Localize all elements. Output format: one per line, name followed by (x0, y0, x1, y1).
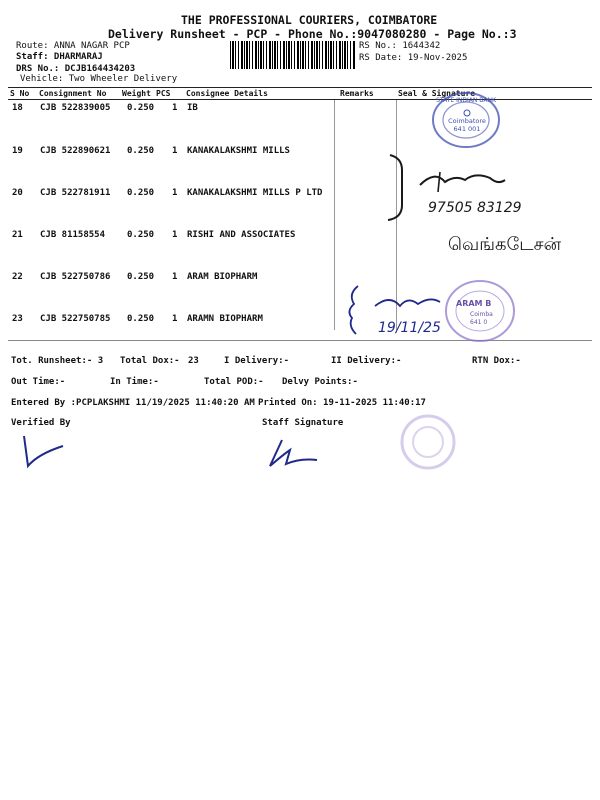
out-time: Out Time:- (11, 377, 66, 387)
table-row (0, 103, 600, 117)
aram-stamp-text: ARAM B (456, 299, 492, 308)
table-top-border (8, 87, 592, 88)
runsheet-subtitle: Delivery Runsheet - PCP - Phone No.:9047080280 - Page No.:3 (108, 27, 517, 41)
staff-signature-scribble (262, 436, 322, 472)
aram-stamp-city: Coimba (470, 311, 493, 318)
col-consignment: Consignment No (39, 89, 107, 98)
vehicle-label: Vehicle: Two Wheeler Delivery (20, 74, 178, 84)
second-delivery: II Delivery:- (331, 356, 402, 366)
row-consignee: IB (187, 103, 198, 113)
rtn-dox: RTN Dox:- (472, 356, 521, 366)
staff-signature-label: Staff Signature (262, 418, 344, 428)
col-sno: S No (10, 89, 30, 98)
row-weight: 0.250 (127, 146, 155, 156)
entered-by: Entered By :PCPLAKSHMI 11/19/2025 11:40:20 AM (11, 398, 255, 408)
col-consignee: Consignee Details (186, 89, 268, 98)
row-sno: 22 (12, 272, 23, 282)
row-pcs: 1 (172, 103, 178, 113)
total-pod: Total POD:- (204, 377, 264, 387)
handwritten-signature-row20 (380, 150, 580, 230)
bank-stamp-pin: 641 001 (453, 125, 481, 133)
row-weight: 0.250 (127, 272, 155, 282)
row-pcs: 1 (172, 314, 178, 324)
verified-by-signature (18, 432, 78, 472)
rs-number: RS No.: 1644342 (359, 41, 441, 51)
row-weight: 0.250 (127, 230, 155, 240)
remarks-separator (334, 100, 335, 330)
row-consignment: CJB 522890621 (40, 146, 111, 156)
col-seal-signature: Seal & Signature (398, 89, 476, 98)
row-weight: 0.250 (127, 314, 155, 324)
total-dox-label: Total Dox:- (120, 356, 180, 366)
col-weight: Weight (122, 89, 151, 98)
handwritten-phone: 97505 83129 (428, 200, 522, 216)
in-time: In Time:- (110, 377, 159, 387)
tot-runsheet: Tot. Runsheet:- 3 (11, 356, 104, 366)
row-consignee: ARAMN BIOPHARM (187, 314, 263, 324)
drs-number: DRS No.: DCJB164434203 (16, 64, 136, 74)
table-header-row (0, 89, 600, 99)
first-delivery: I Delivery:- (224, 356, 290, 366)
faded-office-stamp (398, 412, 458, 472)
handwritten-date: 19/11/25 (378, 320, 441, 336)
row-pcs: 1 (172, 146, 178, 156)
row-weight: 0.250 (127, 188, 155, 198)
col-pcs: PCS (156, 89, 171, 98)
row-consignee: ARAM BIOPHARM (187, 272, 258, 282)
bank-stamp-city: Coimbatore (448, 117, 486, 125)
row-sno: 21 (12, 230, 23, 240)
col-remarks: Remarks (340, 89, 374, 98)
row-consignment: CJB 522781911 (40, 188, 111, 198)
row-consignment: CJB 522750785 (40, 314, 111, 324)
verified-by-label: Verified By (11, 418, 71, 428)
printed-on: Printed On: 19-11-2025 11:40:17 (258, 398, 426, 408)
row-pcs: 1 (172, 188, 178, 198)
row-consignment: CJB 522750786 (40, 272, 111, 282)
handwritten-name: வெங்கடேசன் (448, 234, 562, 255)
row-weight: 0.250 (127, 103, 155, 113)
total-dox-value: 23 (188, 356, 199, 366)
rs-date: RS Date: 19-Nov-2025 (359, 53, 468, 63)
row-sno: 19 (12, 146, 23, 156)
delvy-points: Delvy Points:- (282, 377, 358, 387)
aram-stamp-pin: 641 0 (470, 319, 488, 326)
bank-seal-stamp (430, 90, 510, 150)
aram-stamp-and-date (340, 276, 530, 346)
barcode (230, 41, 355, 69)
row-sno: 23 (12, 314, 23, 324)
row-consignment: CJB 522839005 (40, 103, 111, 113)
bank-stamp-title: STATE INDIAN BANK (436, 97, 496, 104)
row-consignee: KANAKALAKSHMI MILLS (187, 146, 290, 156)
row-sno: 20 (12, 188, 23, 198)
route-label: Route: ANNA NAGAR PCP (16, 41, 130, 51)
row-pcs: 1 (172, 230, 178, 240)
row-consignee: KANAKALAKSHMI MILLS P LTD (187, 188, 323, 198)
company-title: THE PROFESSIONAL COURIERS, COIMBATORE (181, 13, 438, 27)
row-consignee: RISHI AND ASSOCIATES (187, 230, 296, 240)
row-pcs: 1 (172, 272, 178, 282)
row-sno: 18 (12, 103, 23, 113)
staff-label: Staff: DHARMARAJ (16, 52, 103, 62)
row-consignment: CJB 81158554 (40, 230, 106, 240)
